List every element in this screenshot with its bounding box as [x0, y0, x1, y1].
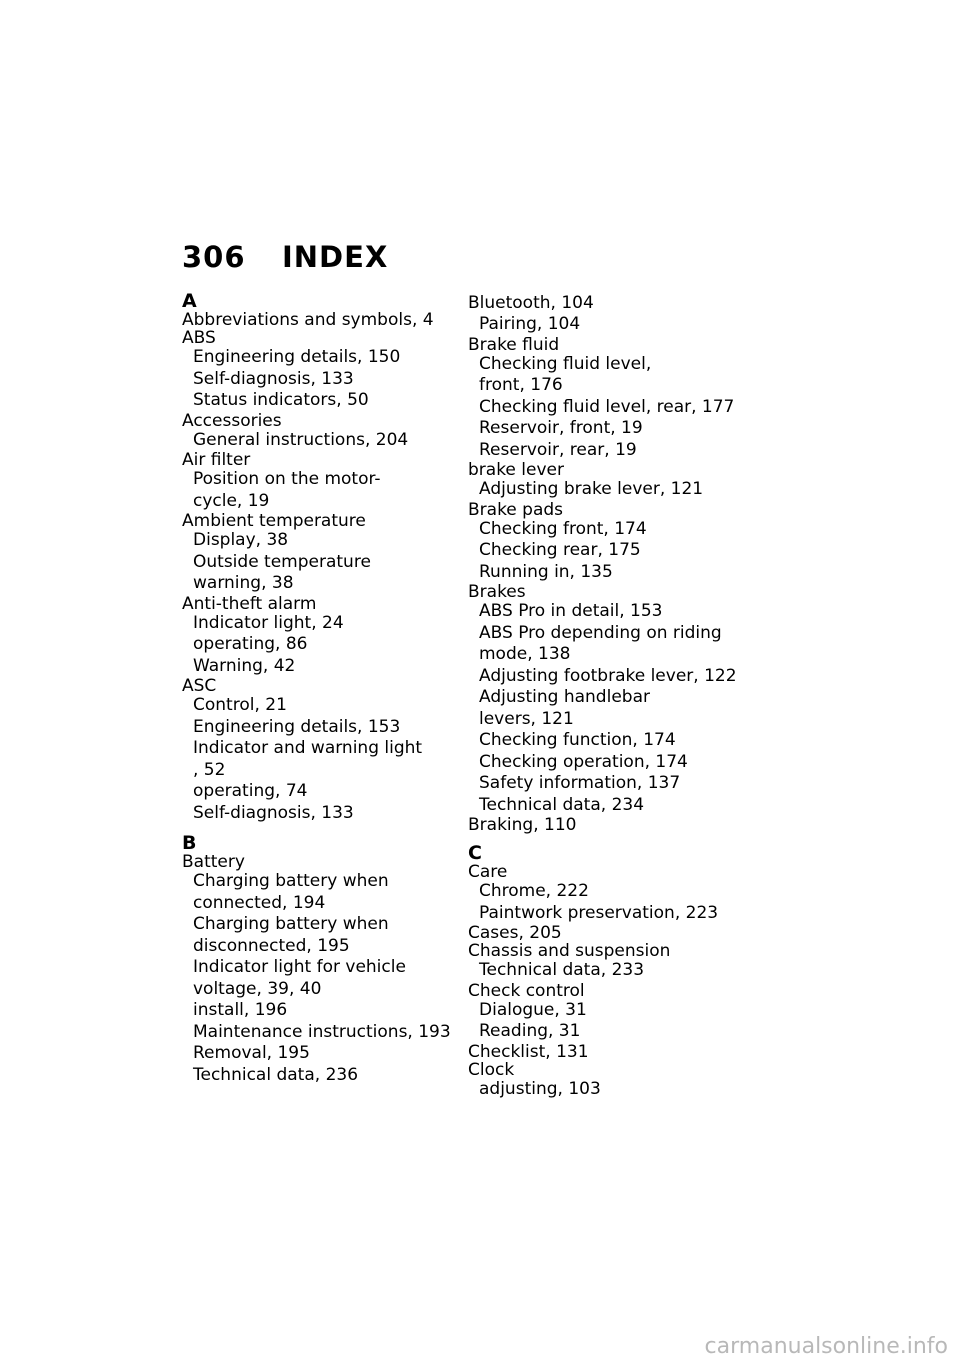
index-entry: Bluetooth, 104 — [468, 293, 594, 313]
index-subentry: Warning, 42 — [193, 655, 296, 676]
index-subentry: Technical data, 233 — [479, 960, 645, 980]
index-subentry: Reservoir, rear, 19 — [479, 439, 637, 460]
index-subentry: Reading, 31 — [479, 1021, 581, 1041]
index-entry: Clock — [468, 1059, 515, 1080]
index-entry: Brakes — [468, 582, 526, 602]
index-subentry: Indicator light for vehicle — [193, 957, 406, 977]
index-entry: Brake fluid — [468, 334, 560, 355]
index-subentry: Position on the motor- — [193, 469, 381, 489]
index-subentry: Checking front, 174 — [479, 518, 647, 539]
index-letter-heading: C — [468, 842, 482, 864]
index-subentry: ABS Pro depending on riding — [479, 622, 722, 643]
index-entry: ABS — [182, 328, 216, 348]
index-subentry: General instructions, 204 — [193, 429, 409, 450]
index-subentry: Safety information, 137 — [479, 773, 681, 793]
index-subentry: voltage, 39, 40 — [193, 978, 322, 999]
index-entry: Accessories — [182, 410, 282, 431]
index-subentry: Adjusting brake lever, 121 — [479, 479, 704, 499]
index-entry: Air filter — [182, 450, 251, 470]
index-subentry: Charging battery when — [193, 871, 389, 891]
index-subentry: warning, 38 — [193, 573, 294, 593]
index-subentry: adjusting, 103 — [479, 1078, 601, 1099]
index-subentry: Display, 38 — [193, 530, 289, 550]
index-subentry: Chrome, 222 — [479, 881, 589, 901]
index-entry: Brake pads — [468, 499, 564, 520]
index-subentry: Indicator and warning light — [193, 738, 423, 758]
index-subentry: Checking fluid level, rear, 177 — [479, 396, 735, 417]
watermark: carmanualsonline.info — [704, 1334, 948, 1359]
index-entry: ASC — [182, 676, 217, 696]
index-subentry: Status indicators, 50 — [193, 390, 369, 410]
index-subentry: Adjusting handlebar — [479, 687, 650, 707]
index-entry: Chassis and suspension — [468, 941, 671, 961]
index-entry: Ambient temperature — [182, 511, 366, 531]
index-subentry: Outside temperature — [193, 551, 371, 572]
index-subentry: ABS Pro in detail, 153 — [479, 601, 663, 621]
index-subentry: Running in, 135 — [479, 561, 613, 582]
index-subentry: Control, 21 — [193, 695, 287, 715]
index-subentry: Adjusting footbrake lever, 122 — [479, 665, 737, 686]
index-subentry: Checking fluid level, — [479, 353, 652, 374]
index-subentry: Technical data, 234 — [479, 794, 645, 815]
index-subentry: connected, 194 — [193, 892, 326, 913]
index-entry: Battery — [182, 852, 245, 872]
index-subentry: cycle, 19 — [193, 490, 270, 511]
index-subentry: front, 176 — [479, 375, 563, 395]
index-entry: Braking, 110 — [468, 815, 577, 835]
index-subentry: Checking function, 174 — [479, 730, 676, 750]
index-subentry: Removal, 195 — [193, 1043, 310, 1063]
page-title: INDEX — [282, 240, 389, 274]
index-subentry: Checking rear, 175 — [479, 540, 641, 560]
page-header — [182, 240, 388, 274]
index-subentry: Technical data, 236 — [193, 1064, 359, 1085]
index-letter-heading: B — [182, 832, 197, 854]
index-subentry: Self-diagnosis, 133 — [193, 368, 354, 389]
index-subentry: , 52 — [193, 759, 226, 780]
index-entry: Abbreviations and symbols, 4 — [182, 310, 434, 330]
index-column-left — [182, 292, 452, 1086]
page-number: 306 — [182, 240, 246, 274]
index-entry: Check control — [468, 980, 585, 1001]
index-subentry: operating, 86 — [193, 634, 308, 654]
index-subentry: levers, 121 — [479, 708, 574, 729]
index-subentry: Self-diagnosis, 133 — [193, 802, 354, 823]
index-subentry: Maintenance instructions, 193 — [193, 1021, 451, 1042]
index-subentry: Charging battery when — [193, 914, 389, 934]
index-subentry: Dialogue, 31 — [479, 999, 587, 1020]
index-subentry: operating, 74 — [193, 781, 308, 801]
index-subentry: Checking operation, 174 — [479, 751, 688, 772]
index-subentry: Indicator light, 24 — [193, 612, 344, 633]
index-subentry: Reservoir, front, 19 — [479, 418, 643, 438]
index-subentry: mode, 138 — [479, 644, 571, 664]
index-entry: Checklist, 131 — [468, 1041, 589, 1062]
index-entry: Cases, 205 — [468, 923, 562, 943]
index-column-right — [468, 292, 758, 1100]
index-subentry: install, 196 — [193, 1000, 288, 1020]
index-entry: Anti-theft alarm — [182, 593, 317, 614]
index-subentry: Pairing, 104 — [479, 314, 581, 334]
index-subentry: disconnected, 195 — [193, 935, 350, 956]
index-entry: Care — [468, 862, 508, 882]
index-entry: brake lever — [468, 460, 564, 480]
index-subentry: Engineering details, 150 — [193, 347, 401, 367]
index-letter-heading: A — [182, 290, 197, 312]
index-subentry: Paintwork preservation, 223 — [479, 902, 719, 923]
index-subentry: Engineering details, 153 — [193, 716, 401, 737]
